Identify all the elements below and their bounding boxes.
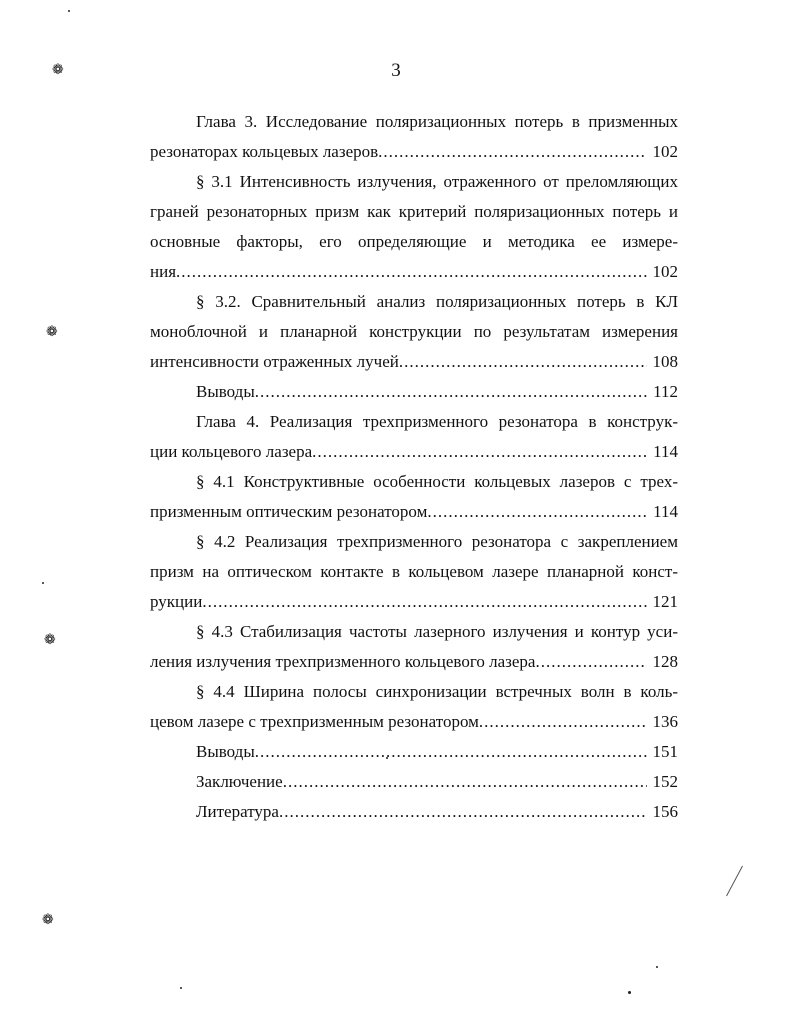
toc-entry xyxy=(150,797,678,827)
toc-page-number: 128 xyxy=(652,652,678,671)
dot-leader xyxy=(378,137,646,167)
toc-line-text: ления излучения трехпризменного кольцевого лазера xyxy=(150,652,536,671)
scan-mark-icon: ❁ xyxy=(46,324,58,340)
toc-line xyxy=(150,767,678,797)
toc-page-number: 112 xyxy=(653,382,678,401)
dot-leader xyxy=(479,707,647,737)
toc-line: § 3.1 Интенсивность излучения, отраженного от преломляющих xyxy=(196,172,678,191)
table-of-contents xyxy=(150,107,678,827)
scan-speck xyxy=(180,987,182,989)
toc-entry xyxy=(150,377,678,407)
scan-speck xyxy=(68,10,70,12)
toc-line xyxy=(150,377,678,407)
dot-leader xyxy=(279,797,647,827)
dot-leader xyxy=(176,257,646,287)
scan-line xyxy=(726,866,743,896)
dot-leader xyxy=(427,497,647,527)
toc-page-number: 121 xyxy=(652,592,678,611)
dot-leader xyxy=(312,437,647,467)
toc-line: призм на оптическом контакте в кольцевом лазере планарной конст- xyxy=(150,562,678,581)
toc-entry xyxy=(150,617,678,677)
toc-line-text: рукции xyxy=(150,592,203,611)
dot-leader xyxy=(283,767,647,797)
scan-speck xyxy=(656,966,658,968)
toc-line: § 4.2 Реализация трехпризменного резонатора с закреплением xyxy=(196,532,678,551)
scan-mark-icon: ❁ xyxy=(44,632,56,648)
toc-page-number: 136 xyxy=(652,712,678,731)
toc-entry xyxy=(150,407,678,467)
toc-page-number: 102 xyxy=(652,142,678,161)
dot-leader xyxy=(535,647,646,677)
scan-speck xyxy=(42,582,44,584)
toc-line: моноблочной и планарной конструкции по результатам измерения xyxy=(150,322,678,341)
toc-line xyxy=(150,257,678,287)
toc-page-number: 151 xyxy=(652,742,678,761)
toc-line: § 3.2. Сравнительный анализ поляризационных потерь в КЛ xyxy=(196,292,678,311)
toc-entry xyxy=(150,737,678,767)
toc-line-text: Выводы xyxy=(196,742,255,761)
toc-entry xyxy=(150,677,678,737)
toc-page-number: 114 xyxy=(653,442,678,461)
toc-line-text: Заключение xyxy=(196,772,283,791)
dot-leader xyxy=(202,587,646,617)
dot-leader xyxy=(255,737,647,767)
toc-line xyxy=(150,737,678,767)
scan-mark-icon: ❁ xyxy=(52,62,64,78)
toc-line xyxy=(150,587,678,617)
toc-line-text: ния xyxy=(150,262,177,281)
toc-entry xyxy=(150,467,678,527)
toc-line: § 4.3 Стабилизация частоты лазерного излучения и контур уси- xyxy=(196,622,678,641)
toc-line xyxy=(150,797,678,827)
toc-page-number: 102 xyxy=(652,262,678,281)
toc-line xyxy=(150,137,678,167)
toc-line-text: Литература xyxy=(196,802,279,821)
toc-line xyxy=(150,437,678,467)
toc-line: граней резонаторных призм как критерий поляризационных потерь и xyxy=(150,202,678,221)
toc-line: Глава 3. Исследование поляризационных потерь в призменных xyxy=(196,112,678,131)
toc-page-number: 108 xyxy=(652,352,678,371)
toc-line-text: резонаторах кольцевых лазеров xyxy=(150,142,379,161)
toc-line-text: интенсивности отраженных лучей xyxy=(150,352,399,371)
dot-leader xyxy=(399,347,647,377)
scan-speck xyxy=(386,757,388,759)
toc-entry xyxy=(150,107,678,167)
toc-line xyxy=(150,347,678,377)
toc-page-number: 114 xyxy=(653,502,678,521)
scan-mark-icon: ❁ xyxy=(42,912,54,928)
toc-page-number: 156 xyxy=(652,802,678,821)
toc-line: Глава 4. Реализация трехпризменного резонатора в конструк- xyxy=(196,412,678,431)
toc-line-text: призменным оптическим резонатором xyxy=(150,502,428,521)
toc-entry xyxy=(150,527,678,617)
toc-line: основные факторы, его определяющие и методика ее измере- xyxy=(150,232,678,251)
toc-line: § 4.4 Ширина полосы синхронизации встречных волн в коль- xyxy=(196,682,678,701)
page-number: 3 xyxy=(391,60,401,81)
toc-entry xyxy=(150,287,678,377)
toc-line xyxy=(150,497,678,527)
toc-line xyxy=(150,647,678,677)
toc-line-text: цевом лазере с трехпризменным резонатором xyxy=(150,712,479,731)
toc-line xyxy=(150,707,678,737)
dot-leader xyxy=(255,377,647,407)
toc-line-text: Выводы xyxy=(196,382,255,401)
scan-speck xyxy=(628,991,631,994)
toc-entry xyxy=(150,767,678,797)
toc-line: § 4.1 Конструктивные особенности кольцевых лазеров с трех- xyxy=(196,472,678,491)
toc-page-number: 152 xyxy=(652,772,678,791)
toc-line-text: ции кольцевого лазера xyxy=(150,442,313,461)
toc-entry xyxy=(150,167,678,287)
